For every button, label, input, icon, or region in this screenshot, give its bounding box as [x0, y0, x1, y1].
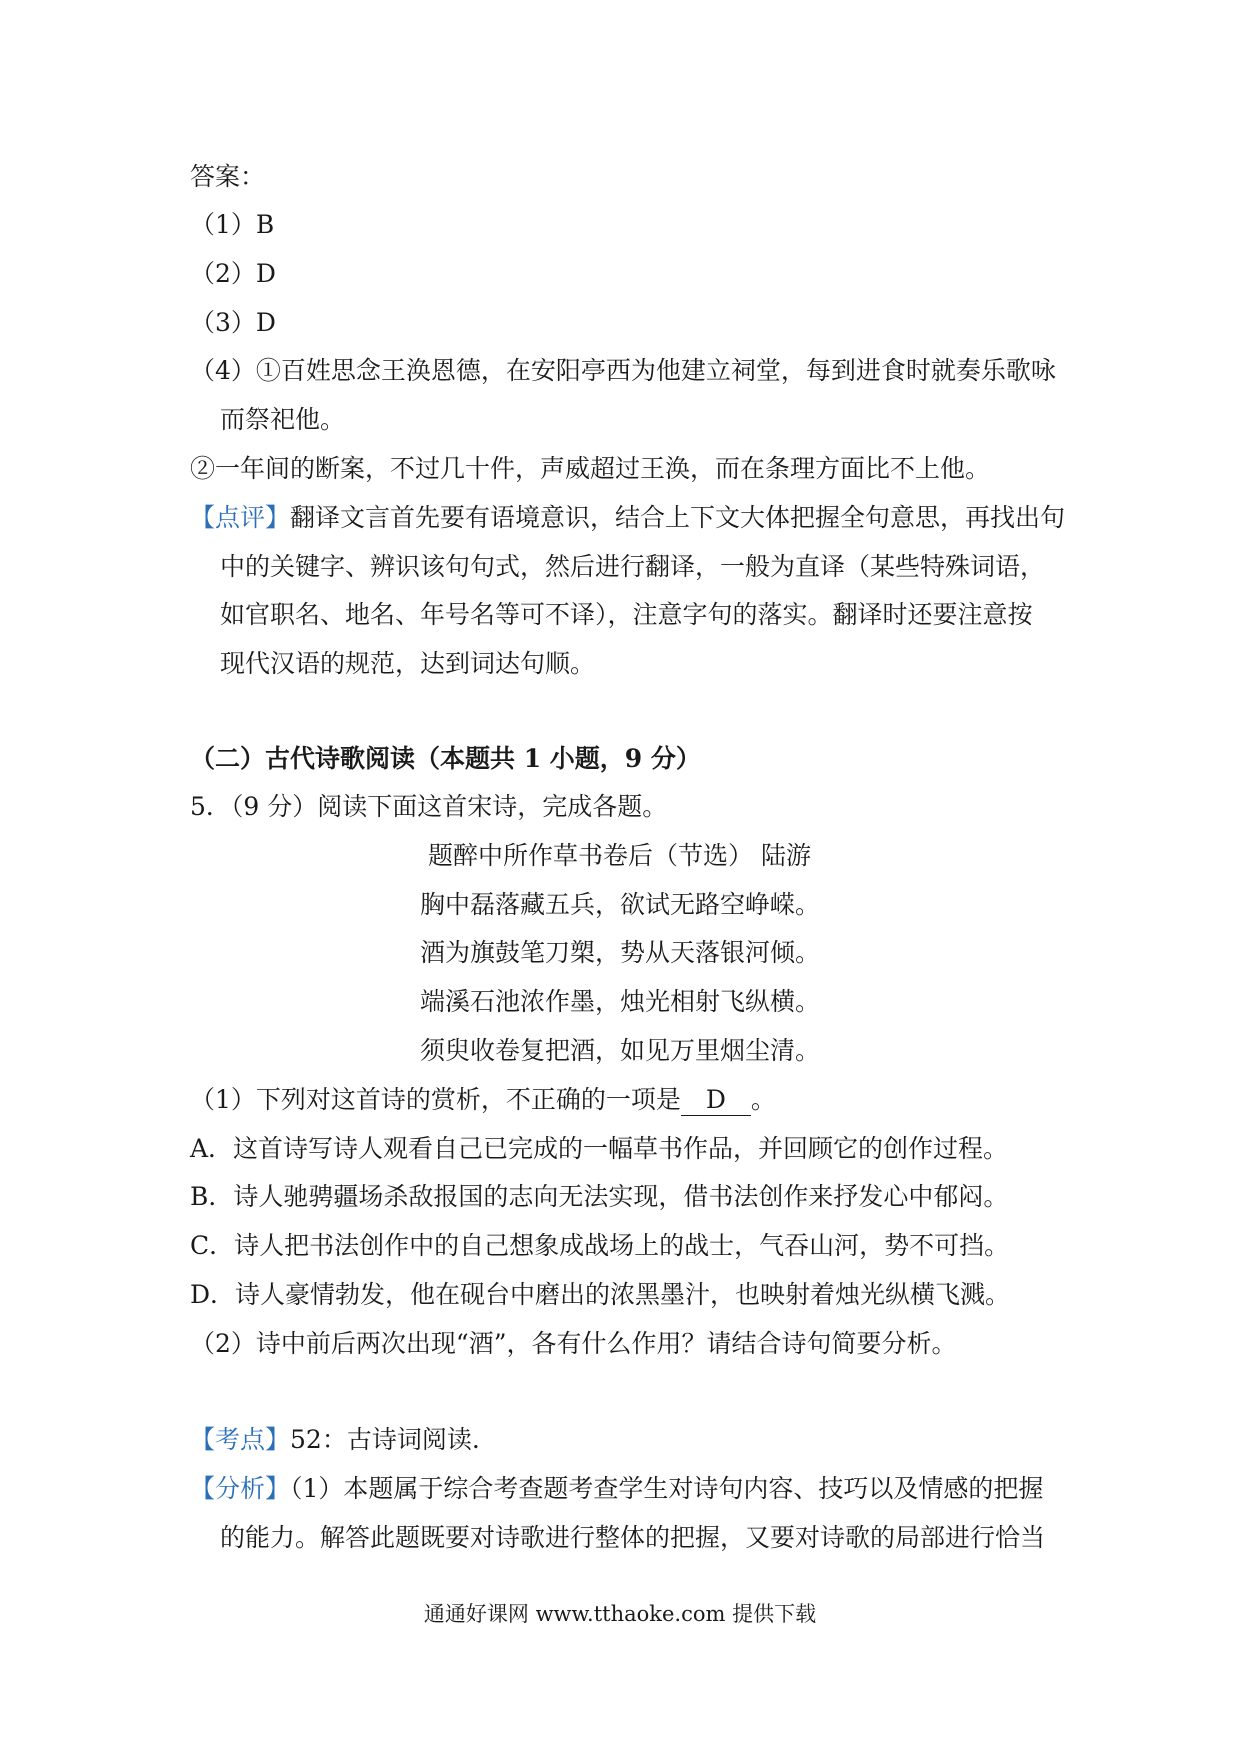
fenxi-text-1: （1）本题属于综合考查题考查学生对诗句内容、技巧以及情感的把握	[290, 1474, 1044, 1503]
answer-item-2: （2）D	[190, 259, 276, 288]
poem-line-2: 酒为旗鼓笔刀槊，势从天落银河倾。	[420, 938, 821, 967]
answer-item-4-line2: 而祭祀他。	[220, 405, 346, 434]
sub-question-1-prefix: （1）下列对这首诗的赏析，不正确的一项是	[190, 1085, 681, 1114]
option-c: C．诗人把书法创作中的自己想象成战场上的战士，气吞山河，势不可挡。	[190, 1231, 1010, 1260]
sub-question-1-suffix: 。	[750, 1085, 776, 1114]
question5-stem: 5．（9 分）阅读下面这首宋诗，完成各题。	[190, 792, 668, 821]
answer-item-1: （1）B	[190, 210, 275, 239]
answer-item-4-line3: ②一年间的断案，不过几十件，声威超过王涣，而在条理方面比不上他。	[190, 454, 991, 483]
comment-line4: 现代汉语的规范，达到词达句顺。	[220, 649, 596, 678]
kaodian-tag: 【考点】	[190, 1425, 291, 1454]
answer-item-3: （3）D	[190, 308, 276, 337]
poem-line-1: 胸中磊落藏五兵，欲试无路空峥嵘。	[420, 890, 821, 919]
poem-line-4: 须臾收卷复把酒，如见万里烟尘清。	[420, 1036, 821, 1065]
sub-question-1	[190, 1083, 776, 1117]
poem-line-3: 端溪石池浓作墨，烛光相射飞纵横。	[420, 987, 821, 1016]
option-d: D．诗人豪情勃发，他在砚台中磨出的浓黑墨汁，也映射着烛光纵横飞溅。	[190, 1280, 1011, 1309]
comment-line3: 如官职名、地名、年号名等可不译），注意字句的落实。翻译时还要注意按	[220, 600, 1033, 629]
page-footer: 通通好课网 www.tthaoke.com 提供下载	[423, 1602, 817, 1626]
sub-question-1-answer: D	[681, 1085, 751, 1116]
fenxi-tag: 【分析】	[190, 1474, 291, 1503]
comment-line1	[190, 501, 1065, 535]
kaodian-line	[190, 1423, 480, 1457]
comment-tag: 【点评】	[190, 503, 291, 532]
comment-line2: 中的关键字、辨识该句句式，然后进行翻译，一般为直译（某些特殊词语，	[220, 552, 1046, 581]
answer-item-4-line1: （4）①百姓思念王涣恩德，在安阳亭西为他建立祠堂，每到进食时就奏乐歌咏	[190, 356, 1056, 385]
section-title: （二）古代诗歌阅读（本题共 1 小题，9 分）	[190, 744, 701, 773]
option-a: A．这首诗写诗人观看自己已完成的一幅草书作品，并回顾它的创作过程。	[190, 1134, 1009, 1163]
sub-question-2: （2）诗中前后两次出现“酒”，各有什么作用？请结合诗句简要分析。	[190, 1329, 957, 1358]
option-b: B．诗人驰骋疆场杀敌报国的志向无法实现，借书法创作来抒发心中郁闷。	[190, 1182, 1009, 1211]
comment-text-1: 翻译文言首先要有语境意识，结合上下文大体把握全句意思，再找出句	[290, 503, 1066, 532]
poem-title: 题醉中所作草书卷后（节选） 陆游	[428, 841, 811, 870]
kaodian-text: 52：古诗词阅读.	[290, 1425, 480, 1454]
fenxi-line2: 的能力。解答此题既要对诗歌进行整体的把握，又要对诗歌的局部进行恰当	[220, 1523, 1046, 1552]
fenxi-line1	[190, 1472, 1043, 1506]
answer-heading: 答案：	[190, 162, 266, 191]
